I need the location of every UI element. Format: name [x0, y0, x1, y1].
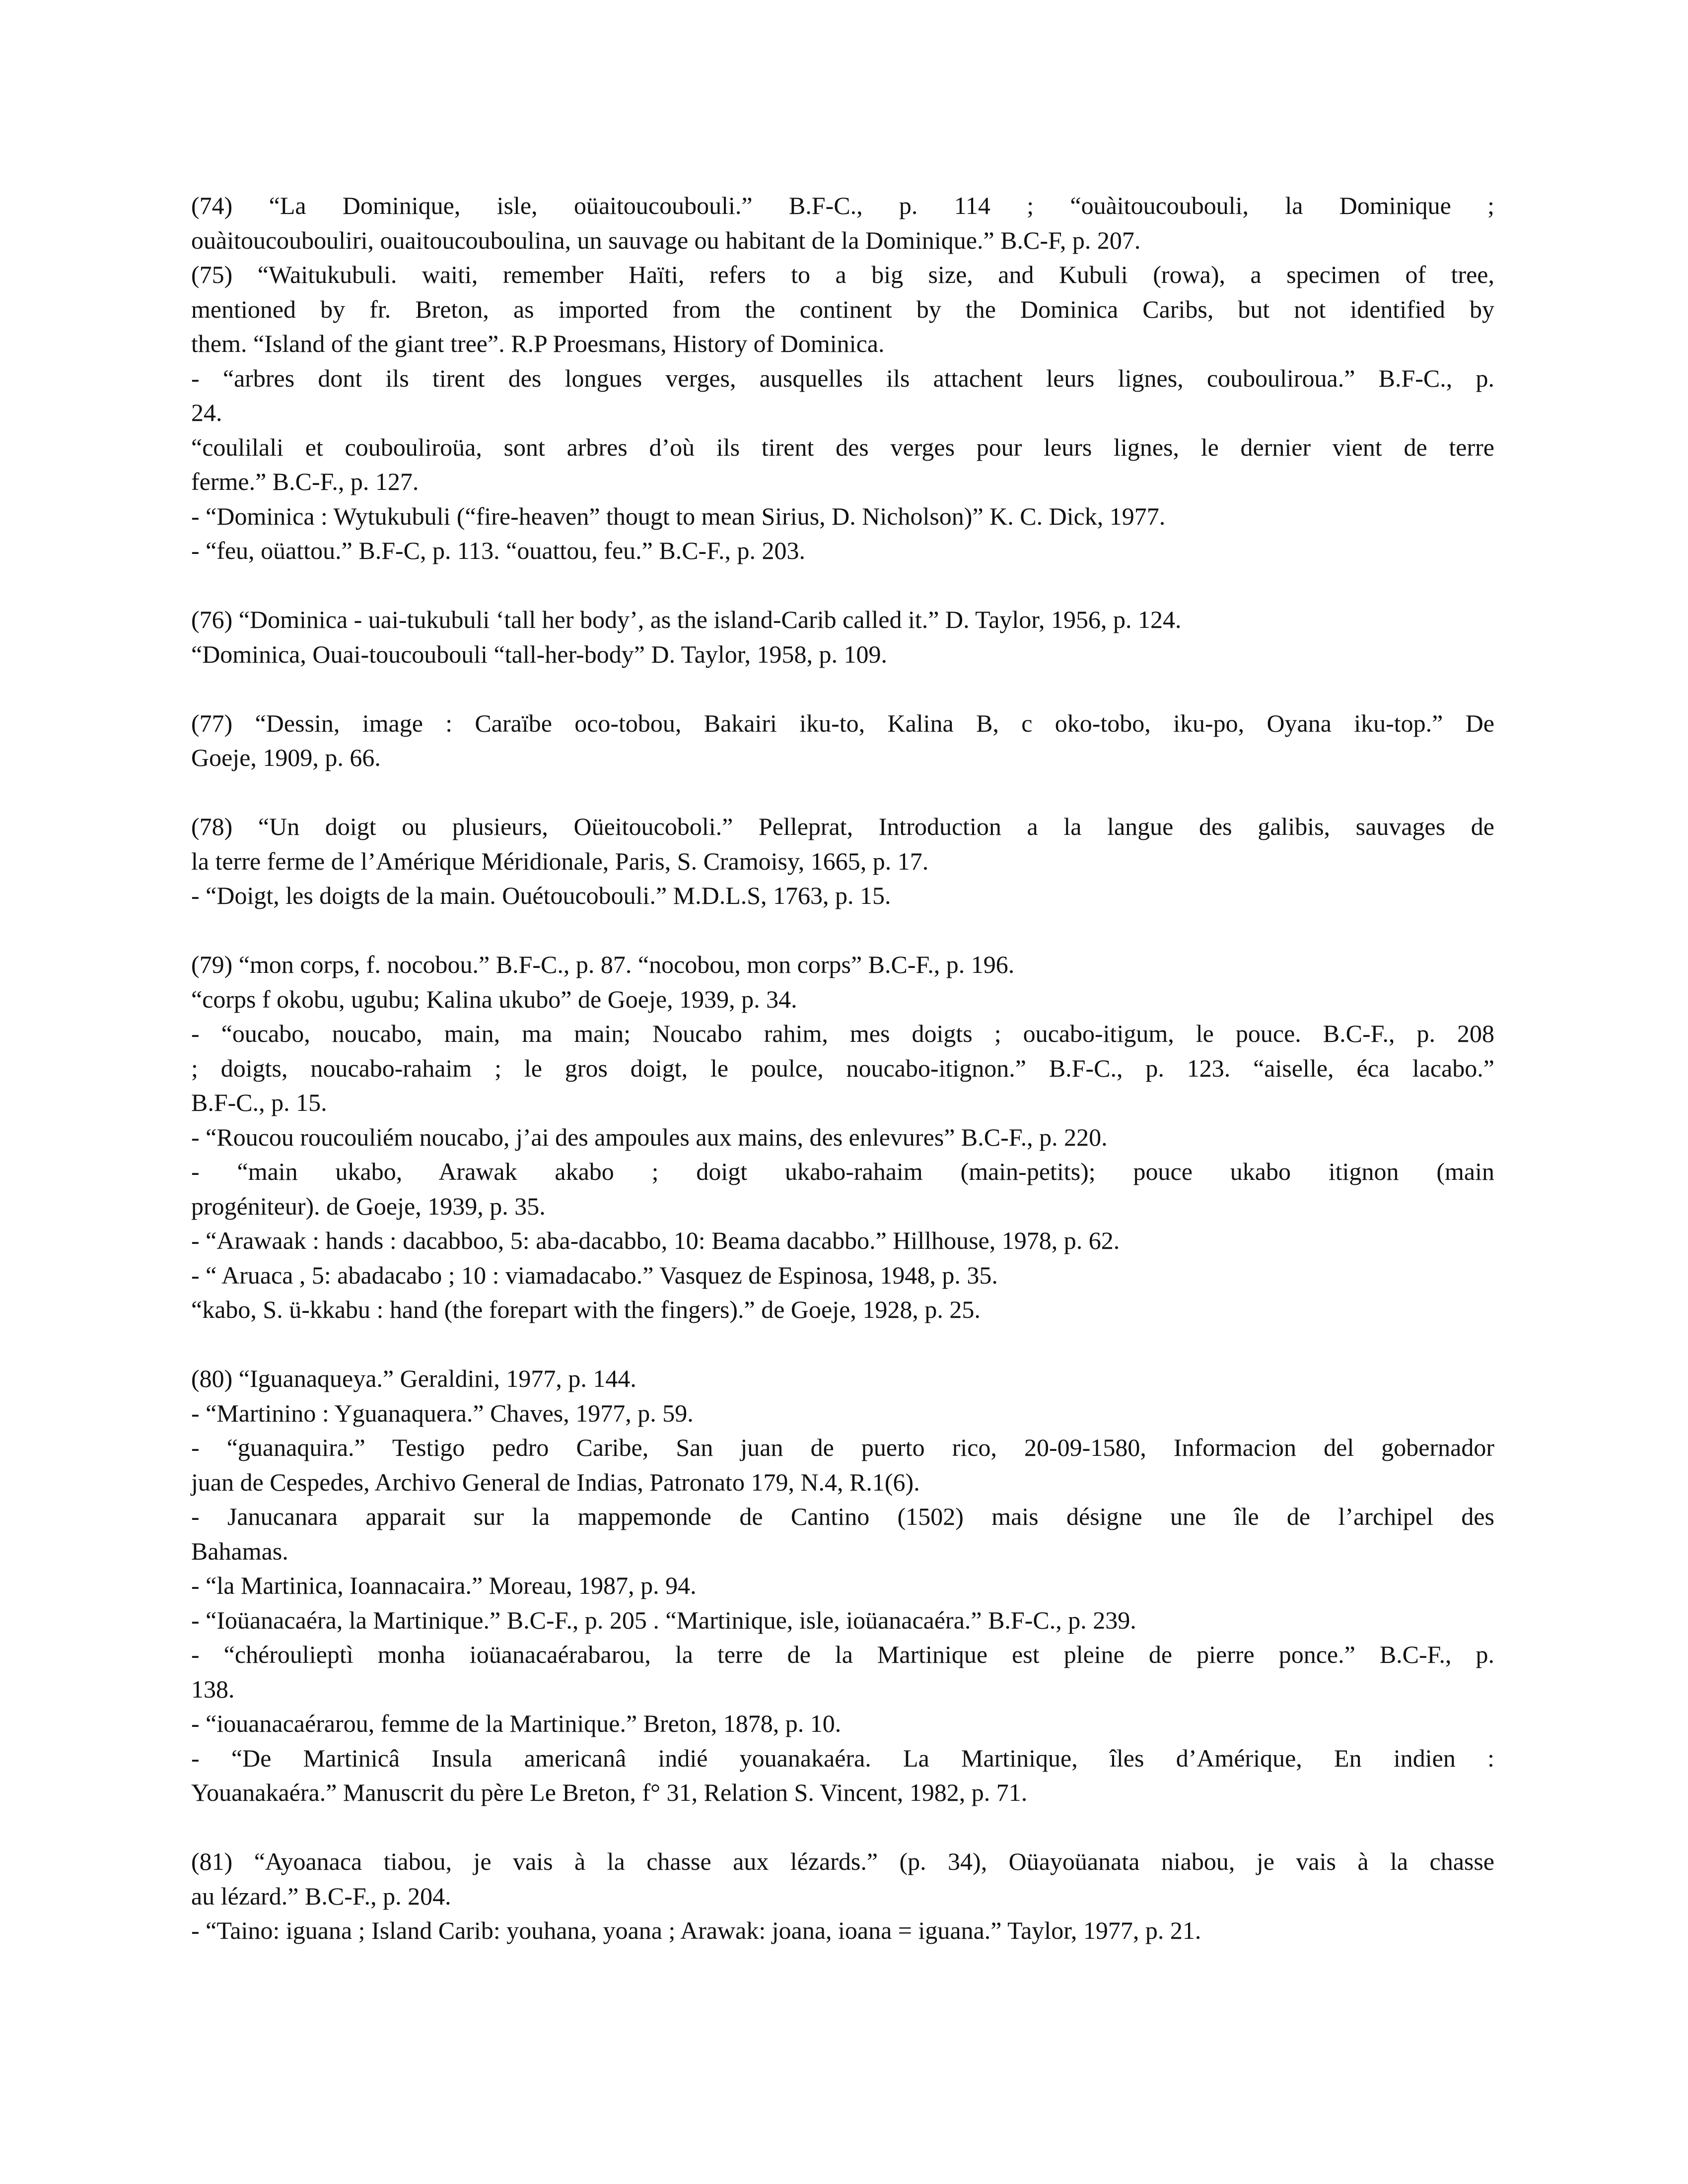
note-80-line-11: - “iouanacaérarou, femme de la Martinique.” Breton, 1878, p. 10. — [191, 1709, 842, 1737]
note-79-line-3: - “oucabo, noucabo, main, ma main; Noucabo rahim, mes doigts ; oucabo-itigum, le pouce. B.C-F., p. 208 — [191, 1020, 1494, 1047]
paragraph-gap — [191, 1810, 1494, 1845]
note-80-line-3: - “guanaquira.” Testigo pedro Caribe, San juan de puerto rico, 20-09-1580, Informacion del gobernador — [191, 1433, 1494, 1461]
note-79-line-11: “kabo, S. ü-kkabu : hand (the forepart with the fingers).” de Goeje, 1928, p. 25. — [191, 1296, 981, 1323]
note-80-line-13: Youanakaéra.” Manuscrit du père Le Breton, f° 31, Relation S. Vincent, 1982, p. 71. — [191, 1778, 1028, 1806]
note-75-line-1: (75) “Waitukubuli. waiti, remember Haïti, refers to a big size, and Kubuli (rowa), a specimen of tree, — [191, 261, 1494, 288]
note-78-line-3: - “Doigt, les doigts de la main. Ouétoucobouli.” M.D.L.S, 1763, p. 15. — [191, 882, 891, 909]
note-80-line-10: 138. — [191, 1675, 235, 1703]
note-74-line-2: ouàitoucoubouliri, ouaitoucouboulina, un sauvage ou habitant de la Dominique.” B.C-F, p. 207. — [191, 226, 1141, 254]
note-75-line-3: them. “Island of the giant tree”. R.P Proesmans, History of Dominica. — [191, 330, 885, 357]
note-80-line-7: - “la Martinica, Ioannacaira.” Moreau, 1987, p. 94. — [191, 1571, 697, 1599]
note-80-line-1: (80) “Iguanaqueya.” Geraldini, 1977, p. 144. — [191, 1365, 636, 1392]
note-77-line-1: (77) “Dessin, image : Caraïbe oco-tobou, Bakairi iku-to, Kalina B, c oko-tobo, iku-po, Oyana iku-top.” De — [191, 709, 1494, 737]
paragraph-gap — [191, 1327, 1494, 1362]
note-75-line-2: mentioned by fr. Breton, as imported from the continent by the Dominica Caribs, but not identified by — [191, 295, 1494, 323]
note-79-line-8: progéniteur). de Goeje, 1939, p. 35. — [191, 1192, 546, 1220]
note-80-line-6: Bahamas. — [191, 1537, 288, 1565]
note-81-line-3: - “Taino: iguana ; Island Carib: youhana, yoana ; Arawak: joana, ioana = iguana.” Taylor, 1977, p. 21. — [191, 1916, 1201, 1944]
note-80-line-8: - “Ioüanacaéra, la Martinique.” B.C-F., p. 205 . “Martinique, isle, ioüanacaéra.” B.F-C., p. 239. — [191, 1606, 1136, 1634]
paragraph-gap — [191, 568, 1494, 603]
note-80-line-4: juan de Cespedes, Archivo General de Indias, Patronato 179, N.4, R.1(6). — [191, 1468, 920, 1496]
note-75-line-7: ferme.” B.C-F., p. 127. — [191, 468, 419, 495]
note-79-line-10: - “ Aruaca , 5: abadacabo ; 10 : viamadacabo.” Vasquez de Espinosa, 1948, p. 35. — [191, 1261, 998, 1289]
note-81-line-2: au lézard.” B.C-F., p. 204. — [191, 1882, 451, 1910]
note-75-line-6: “coulilali et coubouliroüa, sont arbres d’où ils tirent des verges pour leurs lignes, le dernier vient de terre — [191, 433, 1494, 461]
document-page — [191, 189, 1494, 1948]
paragraph-gap — [191, 775, 1494, 810]
note-79-line-4: ; doigts, noucabo-rahaim ; le gros doigt, le poulce, noucabo-itignon.” B.F-C., p. 123. “aiselle, éca lacabo.” — [191, 1054, 1494, 1082]
note-75-line-5: 24. — [191, 399, 222, 426]
note-77-line-2: Goeje, 1909, p. 66. — [191, 744, 381, 771]
note-79-line-1: (79) “mon corps, f. nocobou.” B.F-C., p. 87. “nocobou, mon corps” B.C-F., p. 196. — [191, 951, 1015, 978]
paragraph-gap — [191, 913, 1494, 948]
note-75-line-4: - “arbres dont ils tirent des longues verges, ausquelles ils attachent leurs lignes, coubouliroua.” B.F-C., p. — [191, 364, 1494, 392]
note-80-line-2: - “Martinino : Yguanaquera.” Chaves, 1977, p. 59. — [191, 1399, 694, 1427]
note-78-line-1: (78) “Un doigt ou plusieurs, Oüeitoucoboli.” Pelleprat, Introduction a la langue des galibis, sauvages de — [191, 813, 1494, 840]
note-76-line-2: “Dominica, Ouai-toucoubouli “tall-her-body” D. Taylor, 1958, p. 109. — [191, 640, 887, 668]
note-79-line-2: “corps f okobu, ugubu; Kalina ukubo” de Goeje, 1939, p. 34. — [191, 985, 797, 1013]
note-80-line-9: - “chéroulieptì monha ioüanacaérabarou, la terre de la Martinique est pleine de pierre ponce.” B.C-F., p. — [191, 1640, 1494, 1668]
note-74-line-1: (74) “La Dominique, isle, oüaitoucoubouli.” B.F-C., p. 114 ; “ouàitoucoubouli, la Dominique ; — [191, 192, 1494, 219]
note-76-line-1: (76) “Dominica - uai-tukubuli ‘tall her body’, as the island-Carib called it.” D. Taylor, 1956, p. 124. — [191, 606, 1182, 633]
note-79-line-6: - “Roucou roucouliém noucabo, j’ai des ampoules aux mains, des enlevures” B.C-F., p. 220. — [191, 1123, 1108, 1151]
paragraph-gap — [191, 672, 1494, 706]
note-80-line-5: - Janucanara apparait sur la mappemonde de Cantino (1502) mais désigne une île de l’archipel des — [191, 1502, 1494, 1530]
note-81-line-1: (81) “Ayoanaca tiabou, je vais à la chasse aux lézards.” (p. 34), Oüayoüanata niabou, je vais à la chasse — [191, 1847, 1494, 1875]
note-78-line-2: la terre ferme de l’Amérique Méridionale, Paris, S. Cramoisy, 1665, p. 17. — [191, 847, 929, 875]
note-79-line-9: - “Arawaak : hands : dacabboo, 5: aba-dacabbo, 10: Beama dacabbo.” Hillhouse, 1978, p. 62. — [191, 1227, 1120, 1254]
note-75-line-8: - “Dominica : Wytukubuli (“fire-heaven” thougt to mean Sirius, D. Nicholson)” K. C. Dick, 1977. — [191, 502, 1166, 530]
note-80-line-12: - “De Martinicâ Insula americanâ indié youanakaéra. La Martinique, îles d’Amérique, En indien : — [191, 1744, 1494, 1772]
note-75-line-9: - “feu, oüattou.” B.F-C, p. 113. “ouattou, feu.” B.C-F., p. 203. — [191, 537, 806, 564]
note-79-line-5: B.F-C., p. 15. — [191, 1089, 327, 1116]
note-79-line-7: - “main ukabo, Arawak akabo ; doigt ukabo-rahaim (main-petits); pouce ukabo itignon (main — [191, 1158, 1494, 1185]
